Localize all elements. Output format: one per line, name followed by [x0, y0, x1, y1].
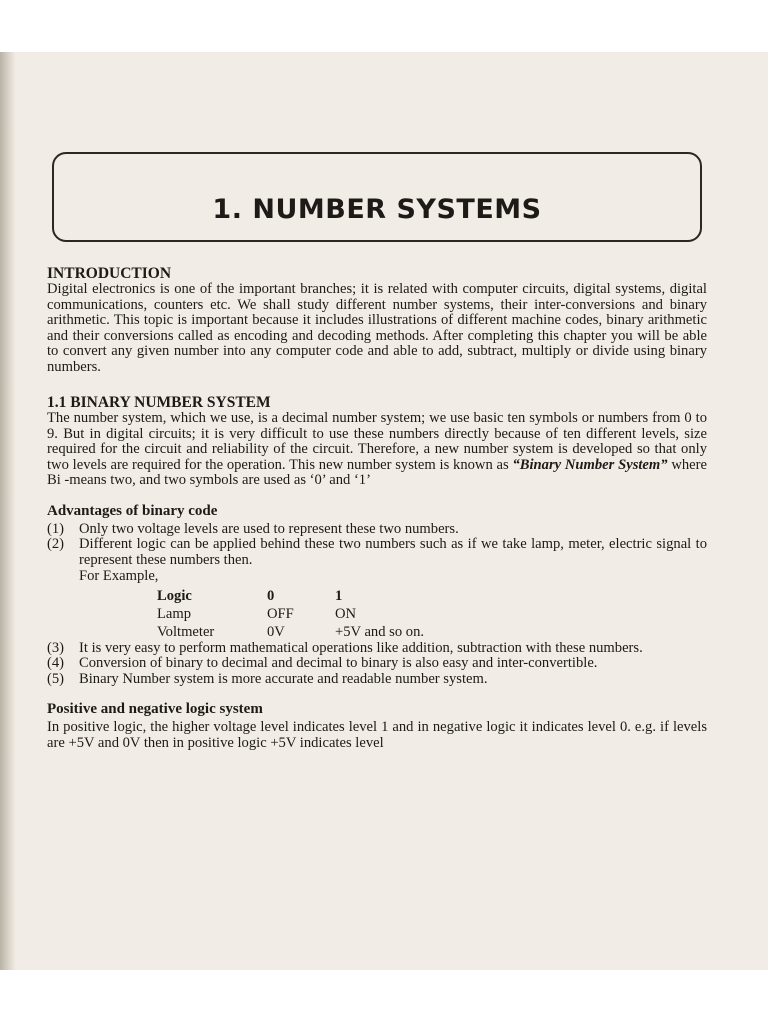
chapter-title-box	[52, 152, 702, 242]
table-cell: Voltmeter	[157, 623, 215, 640]
table-cell: Lamp	[157, 605, 192, 622]
table-row	[157, 623, 424, 641]
list-item-number: (5)	[47, 670, 65, 687]
list-item-number: (2)	[47, 536, 65, 552]
list-item-number: (3)	[47, 639, 65, 656]
list-item-number: (4)	[47, 655, 65, 671]
logic-table	[157, 587, 424, 641]
advantages-list	[47, 522, 707, 688]
scanned-page	[0, 52, 768, 970]
intro-paragraph: Digital electronics is one of the important branches; it is related with computer circuits, digital systems, digital communications, counters etc. We shall study different number systems, their inter-conversions and binary arithmetic. This topic is important because it includes illustrations of different machine codes, binary arithmetic and their conversions called as encoding and decoding methods. After completing this chapter you will be able to convert any given number into any computer code and able to add, subtract, multiply or divide using binary numbers.	[47, 281, 707, 375]
advantages-heading: Advantages of binary code	[47, 502, 218, 519]
list-item	[47, 641, 707, 657]
chapter-title: 1. NUMBER SYSTEMS	[212, 194, 542, 225]
list-item	[47, 522, 707, 538]
binary-section-heading: 1.1 BINARY NUMBER SYSTEM	[47, 394, 271, 411]
logic-section-heading: Positive and negative logic system	[47, 701, 263, 717]
list-item	[47, 537, 707, 568]
binary-text-before: The number system, which we use, is a decimal number system; we use basic ten symbols or numbers from 0 to 9. But in digital circuits; it is very difficult to use these numbers directly because of ten different levels, size required for the circuit and reliability of the circuit. Therefore, a new number system is developed so that only two levels are required for the operation. This new number system is known as	[47, 410, 707, 473]
table-cell: ON	[335, 605, 357, 622]
intro-heading: INTRODUCTION	[47, 265, 172, 282]
binary-term: “Binary Number System”	[512, 456, 668, 473]
list-item-text: Only two voltage levels are used to represent these two numbers.	[79, 520, 459, 537]
page-binding-edge	[0, 52, 16, 970]
example-block	[47, 569, 707, 641]
list-item-body	[79, 537, 707, 568]
list-item-text: It is very easy to perform mathematical operations like addition, subtraction with these numbers.	[79, 639, 643, 656]
table-cell: +5V and so on.	[335, 623, 425, 640]
list-item	[47, 672, 707, 688]
table-header-row	[157, 587, 424, 605]
page-body	[47, 265, 707, 751]
logic-section-paragraph: In positive logic, the higher voltage level indicates level 1 and in negative logic it indicates level 0. e.g. if levels are +5V and 0V then in positive logic +5V indicates level	[47, 719, 707, 751]
list-item	[47, 656, 707, 672]
example-label: For Example,	[79, 568, 159, 584]
list-item-text: Different logic can be applied behind these two numbers such as if we take lamp, meter, electric signal to represent these numbers then.	[79, 536, 707, 568]
binary-text-after: where Bi -means two, and two symbols are used as ‘0’ and ‘1’	[47, 456, 707, 488]
table-cell: 0V	[267, 623, 285, 640]
table-header-cell: Logic	[157, 587, 192, 604]
table-header-cell: 1	[335, 587, 343, 604]
list-item-number: (1)	[47, 520, 65, 537]
list-item-text: Binary Number system is more accurate and readable number system.	[79, 670, 488, 687]
list-item-text: Conversion of binary to decimal and decimal to binary is also easy and inter-convertible.	[79, 655, 598, 671]
table-header-cell: 0	[267, 587, 275, 604]
table-row	[157, 605, 424, 623]
binary-section-paragraph	[47, 411, 707, 489]
table-cell: OFF	[267, 605, 294, 622]
